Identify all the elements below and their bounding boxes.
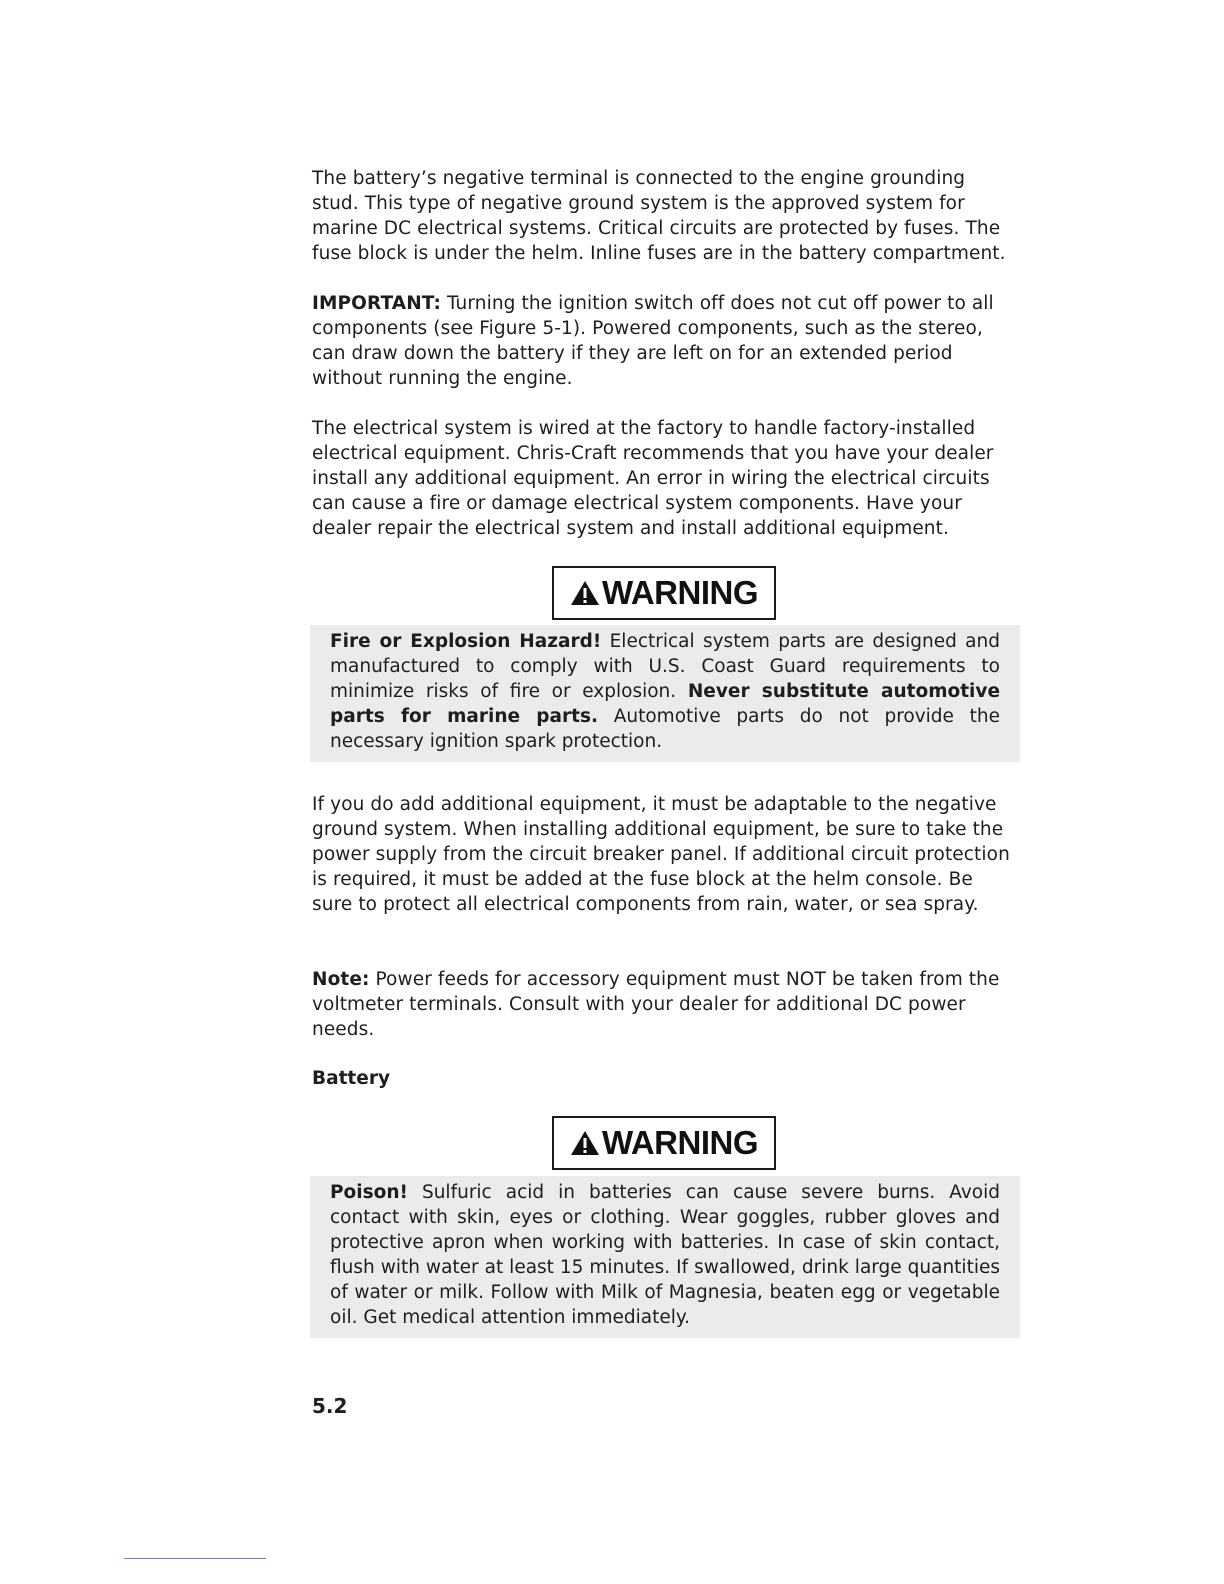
note-paragraph	[312, 967, 1017, 1042]
warning-label	[552, 566, 776, 620]
note-label: Note:	[312, 969, 370, 990]
paragraph-electrical-system: The electrical system is wired at the factory to handle factory-installed electrical equipment. Chris-Craft recommends that you have your dealer install any additional equipment. An error in wiring the electrical circuits can cause a fire or damage electrical system components. Have your dealer repair the electrical system and install additional equipment.	[312, 418, 994, 539]
warning-text	[330, 1180, 1000, 1330]
warning-emphasis: Never substitute automotive parts for marine parts.	[330, 681, 1000, 727]
warning-triangle-icon	[570, 1130, 600, 1156]
warning-label-text: WARNING	[602, 1124, 758, 1161]
important-label: IMPORTANT:	[312, 293, 441, 314]
important-text: Turning the ignition switch off does not cut off power to all components (see Figure 5-1). Powered components, such as the stereo, can draw down the battery if they are left on for an extended period without running the engine.	[312, 293, 994, 389]
warning-triangle-icon	[570, 580, 600, 606]
important-paragraph	[312, 291, 1017, 391]
warning-text-b: Automotive parts do not provide the necessary ignition spark protection.	[330, 706, 1000, 752]
paragraph-additional-equipment: If you do add additional equipment, it must be adaptable to the negative ground system. When installing additional equipment, be sure to take the power supply from the circuit breaker panel. If additional circuit protection is required, it must be added at the fuse block at the helm console. Be sure to protect all electrical components from rain, water, or sea spray.	[312, 794, 1010, 915]
warning-lead: Fire or Explosion Hazard!	[330, 631, 602, 652]
note-text: Power feeds for accessory equipment must NOT be taken from the voltmeter terminals. Consult with your dealer for additional DC power needs.	[312, 969, 1000, 1040]
warning-label	[552, 1116, 776, 1170]
warning-lead: Poison!	[330, 1182, 408, 1203]
footer-rule	[124, 1558, 266, 1559]
warning-box-poison	[310, 1176, 1020, 1338]
paragraph-battery-grounding: The battery’s negative terminal is connected to the engine grounding stud. This type of negative ground system is the approved system for marine DC electrical systems. Critical circuits are protected by fuses. The fuse block is under the helm. Inline fuses are in the battery compartment.	[312, 168, 1006, 264]
page-number: 5.2	[312, 1394, 348, 1418]
warning-box-fire-explosion	[310, 625, 1020, 762]
section-heading-battery: Battery	[312, 1068, 391, 1089]
warning-text	[330, 629, 1000, 754]
warning-text-body: Sulfuric acid in batteries can cause severe burns. Avoid contact with skin, eyes or clothing. Wear goggles, rubber gloves and protective apron when working with batteries. In case of skin contact, flush with water at least 15 minutes. If swallowed, drink large quantities of water or milk. Follow with Milk of Magnesia, beaten egg or vegetable oil. Get medical attention immediately.	[330, 1182, 1000, 1328]
warning-label-text: WARNING	[602, 574, 758, 611]
warning-text-a: Electrical system parts are designed and manufactured to comply with U.S. Coast Guard requirements to minimize risks of fire or explosion.	[330, 631, 1000, 702]
